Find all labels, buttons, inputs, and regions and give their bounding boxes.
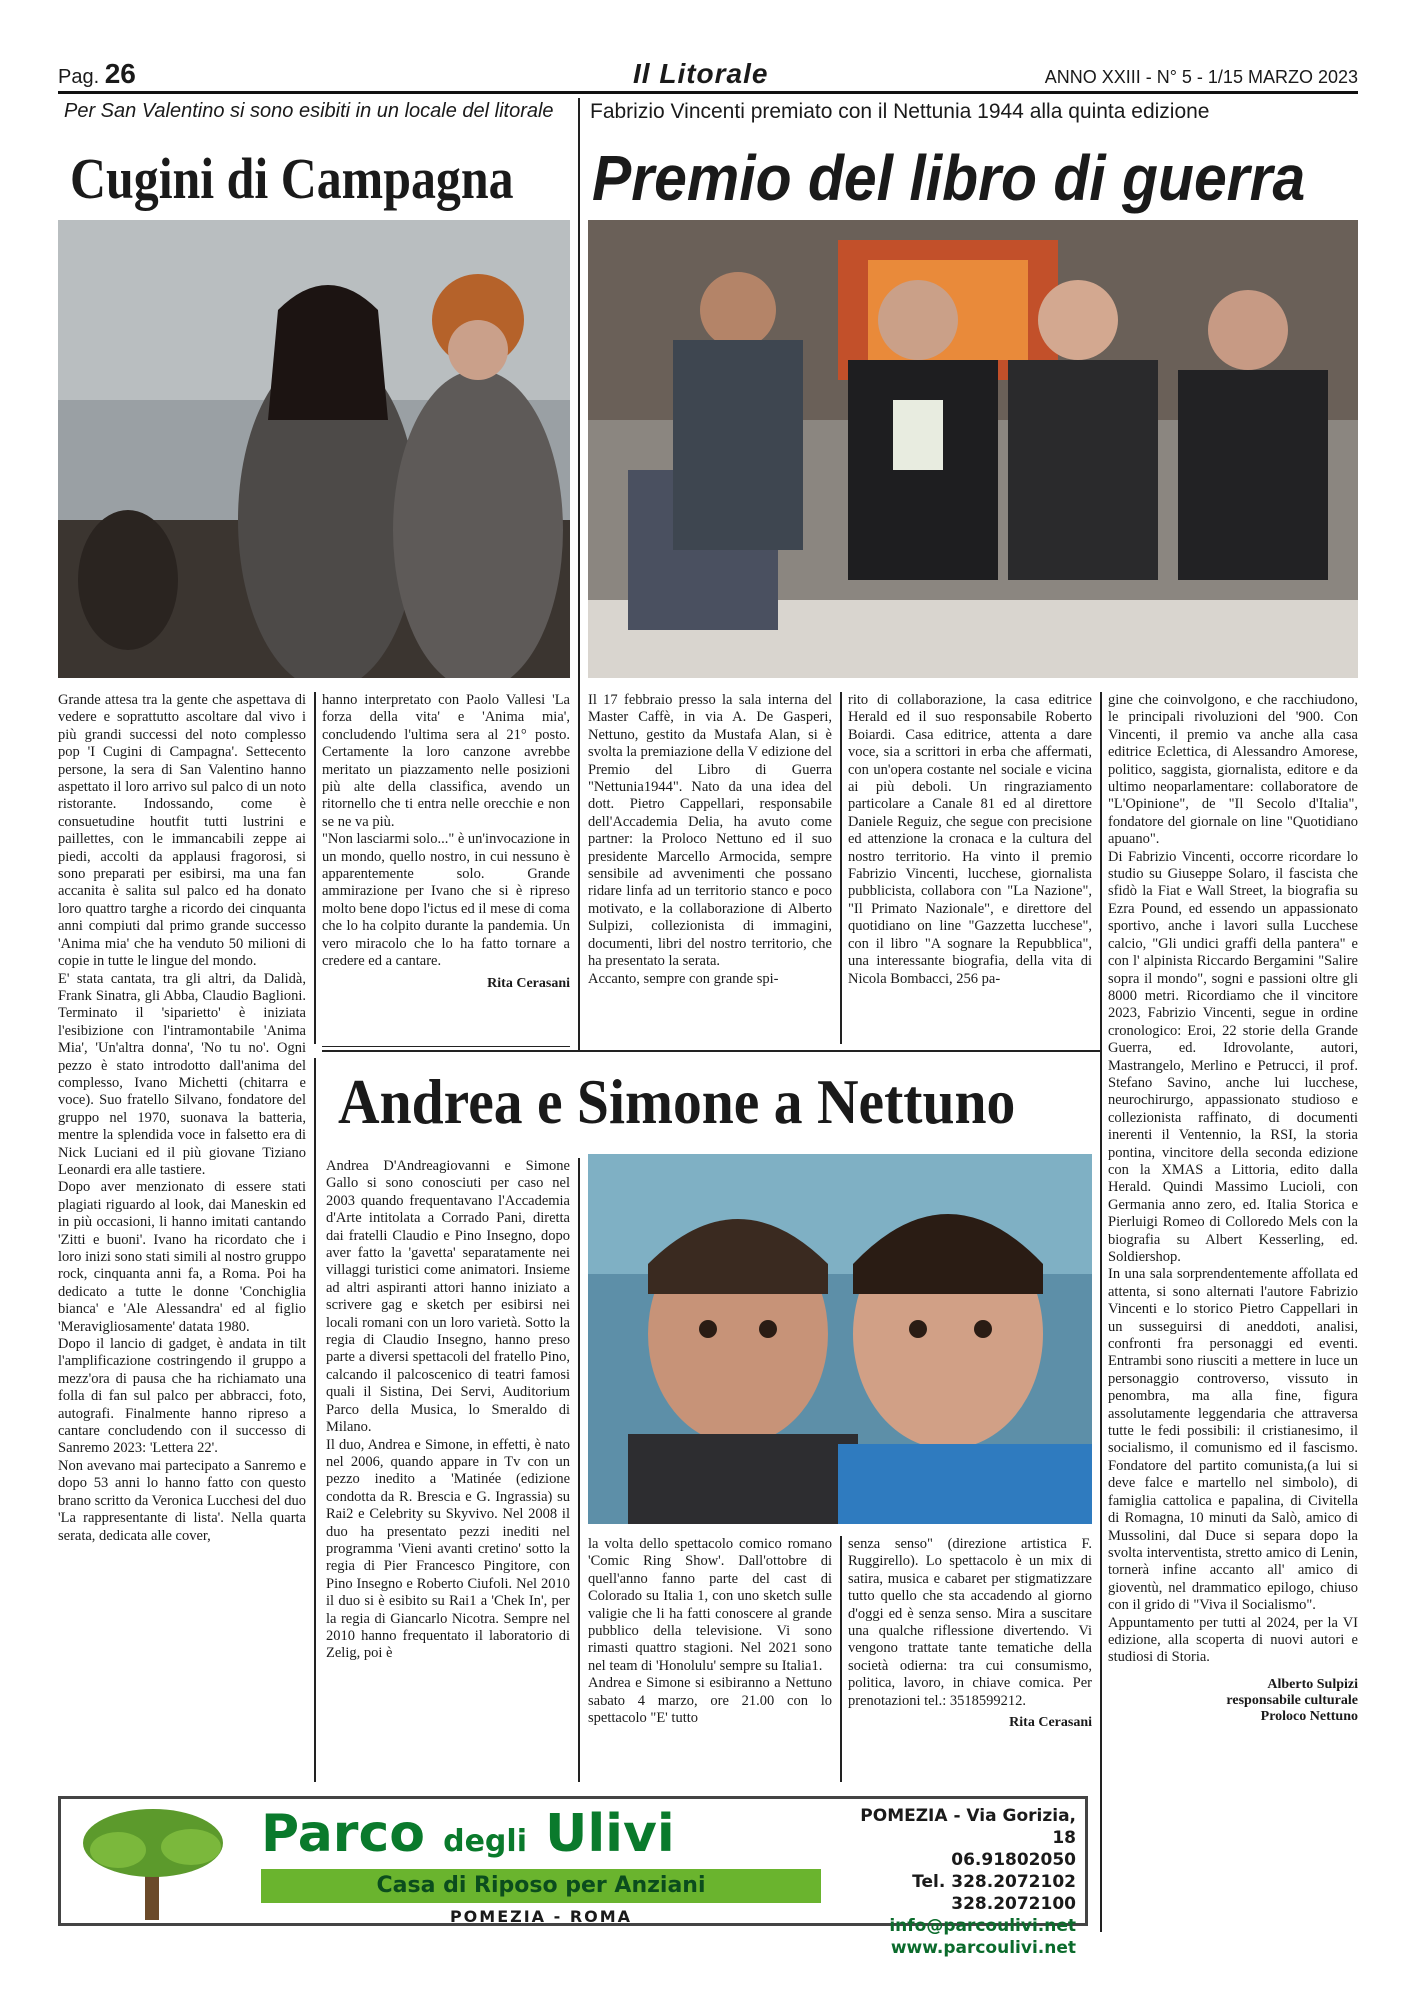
andrea-signature: Rita Cerasani xyxy=(1009,1715,1092,1731)
cugini-column-1 xyxy=(58,692,306,1545)
ad-phone[interactable]: 328.2072100 xyxy=(951,1894,1076,1914)
signature-role: Proloco Nettuno xyxy=(1260,1708,1358,1724)
paragraph: Non avevano mai partecipato a Sanremo e dopo 53 anni lo hanno fatto con questo brano scritto da Veronica Lucchesi del duo 'La rappresentante di lista'. Nella quarta serata, dedicata alle cover, xyxy=(58,1457,306,1544)
paragraph: la volta dello spettacolo comico romano 'Comic Ring Show'. Dall'ottobre di quell'anno fanno parte del cast di Colorado su Italia 1, con uno sketch sulle valigie che li ha fatti conoscere al grande pubblico della televisione. Vi sono rimasti quattro stagioni. Nel 2021 sono nel team di 'Honolulu' sempre su Italia1. xyxy=(588,1536,832,1674)
column-divider xyxy=(840,1536,842,1782)
paragraph: Andrea D'Andreagiovanni e Simone Gallo si sono conosciuti per caso nel 2003 quando frequentavano l'Accademia d'Arte intitolata a Corrado Pani, diretta dai fratelli Claudio e Pino Insegno, dopo aver fatto la 'gavetta' separatamente nei villaggi turistici come animatori. Insieme ad altri aspiranti attori hanno iniziato a scrivere gag e sketch per esibirsi nei locali romani con un loro varietà. Sotto la regia di Claudio Insegno, hanno preso parte a diversi spettacoli del fratello Pino, calcando il palcoscenico di teatri famosi quali il Sistina, Dei Servi, Auditorium Parco della Musica, lo Smeraldo di Milano. xyxy=(326,1158,570,1436)
paragraph: "Non lasciarmi solo..." è un'invocazione in un mondo, quello nostro, in cui nessuno è apparentemente solo. Grande ammirazione per Ivano che si è ripreso molto bene dopo l'ictus ed il mese di coma che lo ha colpito durante la pandemia. Un vero miracolo che lo ha fatto tornare a credere ed a cantare. xyxy=(322,831,571,970)
issue-info: ANNO XXIII - N° 5 - 1/15 MARZO 2023 xyxy=(1044,67,1358,87)
paragraph: Andrea e Simone si esibiranno a Nettuno sabato 4 marzo, ore 21.00 con lo spettacolo "E' tutto xyxy=(588,1675,832,1727)
brand-word: Ulivi xyxy=(545,1804,675,1864)
paragraph: hanno interpretato con Paolo Vallesi 'La forza della vita' e 'Anima mia', concludendo l'ultima sera al 21° posto. Certamente la loro canzone avrebbe meritato un piazzamento nelle posizioni più alte della classifica, avendo un ritornello che ti entra nelle orecchie e non se ne va più. xyxy=(322,692,570,830)
paragraph: rito di collaborazione, la casa editrice Herald ed il suo responsabile Roberto Boiardi. Casa editrice, attenta a dare voce, sia a scrittori in erba che affermati, con un'opera costante nel sociale e vicina ai più deboli. Un ringraziamento particolare a Canale 81 ed al direttore Daniele Reguiz, che segue con precisione ed attenzione la cronaca e la cultura del nostro territorio. Ha vinto il premio Fabrizio Vincenti, lucchese, giornalista pubblicista, collabora con "La Nazione", "Il Primato Nazionale", e direttore del quotidiano on line "Gazzetta lucchese", con il libro "A sognare la Repubblica", una interessante biografia, della vita di Nicola Bombacci, 256 pa- xyxy=(848,692,1092,987)
ad-subtitle: Casa di Riposo per Anziani xyxy=(261,1869,821,1903)
premio-signature xyxy=(1108,1677,1358,1725)
ad-website-link[interactable]: www.parcoulivi.net xyxy=(890,1938,1076,1958)
ad-phone[interactable]: 06.91802050 xyxy=(951,1850,1076,1870)
brand-word: Parco xyxy=(261,1804,425,1864)
andrea-column-3 xyxy=(848,1536,1092,1731)
ad-brand xyxy=(261,1805,675,1871)
premio-column-2 xyxy=(848,692,1092,988)
paragraph: Appuntamento per tutti al 2024, per la VI edizione, alla scoperta di nuovi autori e studiosi di Storia. xyxy=(1108,1614,1358,1666)
brand-word: degli xyxy=(443,1824,527,1859)
column-divider xyxy=(314,692,316,1044)
cugini-signature: Rita Cerasani xyxy=(487,975,570,991)
cugini-column-2 xyxy=(322,692,570,992)
ad-contact xyxy=(851,1805,1076,1959)
premio-kicker: Fabrizio Vincenti premiato con il Nettunia 1944 alla quinta edizione xyxy=(590,100,1210,123)
olive-tree-icon xyxy=(73,1805,233,1923)
column-divider xyxy=(578,98,580,1050)
ad-address: POMEZIA - Via Gorizia, 18 xyxy=(860,1806,1076,1848)
cugini-title: Cugini di Campagna xyxy=(70,146,514,211)
paragraph: Grande attesa tra la gente che aspettava di vedere e soprattutto ascoltare dal vivo i più grandi successi del noto complesso pop 'I Cugini di Campagna'. Settecento persone, la sera di San Valentino hanno aspettato il loro arrivo sul palco di un noto ristorante. Indossando, come è consuetudine houtfit tutti lustrini e paillettes, con le immancabili zeppe ai piedi, accolti da applausi fragorosi, si sono preparati per esibirsi, ma una fan accanita è salita sul palco ed ha donato loro quattro targhe a ricordo dei cinquanta anni compiuti dal primo grande successo 'Anima mia' che ha venduto 50 milioni di copie in tutte le lingue del mondo. xyxy=(58,692,306,970)
signature-role: responsabile culturale xyxy=(1226,1692,1358,1708)
header-rule xyxy=(58,91,1358,94)
andrea-column-1 xyxy=(326,1158,570,1663)
parco-ulivi-ad[interactable] xyxy=(58,1796,1088,1958)
page-header xyxy=(58,60,1358,94)
ad-email-link[interactable]: info@parcoulivi.net xyxy=(889,1916,1076,1936)
signature-name: Alberto Sulpizi xyxy=(1267,1676,1358,1692)
paragraph: Il 17 febbraio presso la sala interna del Master Caffè, in via A. De Gasperi, Nettuno, gestito da Mustafa Alan, si è svolta la premiazione della V edizione del Premio del Libro di Guerra "Nettunia1944". Nato da una idea del dott. Pietro Cappellari, responsabile dell'Accademia Delia, ha avuto come partner: la Proloco Nettuno ed il suo presidente Marcello Armocida, sempre sensibile ad avvenimenti che possano ridare linfa ad un territorio stanco e poco motivato, e la collaborazione di Alberto Sulpizi, collezionista di immagini, documenti, libri del nostro territorio, che ha presentato la serata. xyxy=(588,692,832,970)
column-divider xyxy=(314,1058,316,1782)
paragraph: Di Fabrizio Vincenti, occorre ricordare lo studio su Giuseppe Solaro, il fascista che sfidò la Fiat e Wall Street, la biografia su Ezra Pound, ed essendo un appassionato sportivo, anche i lavori sulla Lucchese calcio, "Gli undici graffi della pantera" e con l' alpinista Riccardo Bergamini "Salire sopra il mondo", sogni e passioni oltre gli 8000 metri. Ricordiamo che il vincitore 2023, Fabrizio Vincenti, segue in ordine cronologico: Eroi, 22 storie della Grande Guerra, ed. Idrovolante, autori, Mastrangelo, Merlino e Petrucci, il prof. Stefano Savino, anche lui lucchese, neurochirurgo, appassionato studioso e collezionista raffinato, di documenti inerenti il Ventennio, la RSI, la storia pontina, vincitore della seconda edizione con la XMAS a Littoria, edito dalla Herald. Quindi Massimo Lucioli, con Germania anno zero, ed. Italia Storica e Pierluigi Romeo di Colloredo Mels con la biografia su Albert Kesserling, ed. Soldiershop. xyxy=(1108,848,1358,1265)
paragraph: Il duo, Andrea e Simone, in effetti, è nato nel 2006, quando appare in Tv con un pezzo inedito a 'Matinée (edizione condotta da R. Brescia e G. Ingrassia) su Rai2 e Celebrity su Skyvivo. Nel 2008 il duo ha presentato pezzi inediti nel programma 'Vieni avanti cretino' sotto la regia di Pier Francesco Pingitore, con Pino Insegno e Roberto Ciufoli. Nel 2010 il duo si è esibito su Rai1 a 'Chek In', per la regia di Giancarlo Nicotra. Sempre nel 2010 hanno frequentato il laboratorio di Zelig, poi è xyxy=(326,1436,570,1662)
section-divider xyxy=(322,1050,1100,1052)
masthead: Il Litorale xyxy=(633,58,769,89)
andrea-photo xyxy=(588,1154,1092,1524)
premio-title: Premio del libro di guerra xyxy=(592,142,1306,214)
column-divider xyxy=(840,692,842,1044)
cugini-photo xyxy=(58,220,570,678)
column-divider xyxy=(578,1158,580,1782)
tel-label: Tel. xyxy=(912,1872,946,1892)
paragraph: In una sala sorprendentemente affollata ed attenta, si sono alternati l'autore Fabrizio Vincenti e lo storico Pietro Cappellari in un susseguirsi di aneddoti, analisi, confronti fra personaggi ed eventi. Entrambi sono riusciti a mettere in luce un personaggio controverso, vissuto in penombra, ma alla fine, figura assolutamente leggendaria che attraversa tutte le fedi possibili: il cristianesimo, il socialismo, il comunismo ed il fascismo. Fondatore del partito comunista,(a lui si deve falce e martello nel simbolo), di famiglia cattolica e papalina, di Civitella di Romagna, 10 minuti da Salò, amico di Mussolini, dal Duce si separa dopo la svolta interventista, stretto amico di Lenin, tornerà infine accanto all' amico di gioventù, nel drammatico epilogo, chiuso con il grido di "Viva il Socialismo". xyxy=(1108,1266,1358,1614)
premio-column-3 xyxy=(1108,692,1358,1725)
ad-cities: POMEZIA - ROMA xyxy=(449,1907,633,1926)
paragraph: senza senso" (direzione artistica F. Ruggirello). Lo spettacolo è un mix di satira, musica e cabaret per stigmatizzare tutto quello che sta accadendo al giorno d'oggi ed è senza senso. Mira a suscitare una qualche riflessione divertendo. Vi vengono trattate tante tematiche della società odierna: tra cui consumismo, politica, lavoro, in chiave comica. Per prenotazioni tel.: 3518599212. xyxy=(848,1536,1092,1709)
cugini-kicker: Per San Valentino si sono esibiti in un locale del litorale xyxy=(64,100,554,122)
paragraph: Accanto, sempre con grande spi- xyxy=(588,970,779,987)
andrea-column-2 xyxy=(588,1536,832,1727)
page-number-value: 26 xyxy=(104,58,136,89)
premio-column-1 xyxy=(588,692,832,988)
column-divider xyxy=(1100,692,1102,1932)
paragraph: Dopo il lancio di gadget, è andata in tilt l'amplificazione costringendo il gruppo a mezz'ora di pausa che ha richiamato una folla di fan sul palco per abbracci, foto, autografi. Finalmente hanno ripreso a cantare concludendo con il successo di Sanremo 2023: 'Lettera 22'. xyxy=(58,1336,306,1457)
paragraph: gine che coinvolgono, e che racchiudono, le principali rivoluzioni del '900. Con Vincenti, il premio va anche alla casa editrice Eclettica, di Alessandro Amorese, politico, saggista, giornalista, editore e da ultimo neoparlamentare: collaboratore de "L'Opinione", de "Il Secolo d'Italia", fondatore del giornale on line "Quotidiano apuano". xyxy=(1108,692,1358,848)
paragraph: Dopo aver menzionato di essere stati plagiati riguardo al look, dai Maneskin ed in più occasioni, li hanno imitati cantando 'Zitti e buoni'. Ivano ha ricordato che i loro inizi sono stati simili al nostro gruppo rock, cinquanta anni fa, a Roma. Poi ha dedicato a tutte le donne 'Conchiglia bianca' e 'Ale Alessandra' ed al figlio 'Meravigliosamente' datata 1980. xyxy=(58,1179,306,1335)
andrea-title: Andrea e Simone a Nettuno xyxy=(338,1066,1016,1137)
pag-label: Pag. xyxy=(58,66,100,88)
premio-photo xyxy=(588,220,1358,678)
ad-phone[interactable]: 328.2072102 xyxy=(951,1872,1076,1892)
paragraph: E' stata cantata, tra gli altri, da Dalidà, Frank Sinatra, gli Abba, Claudio Baglioni. Terminato il 'siparietto' è iniziata l'esibizione con l'intramontabile 'Anima Mia', 'Un'altra donna', 'No tu no'. Ogni pezzo è stato introdotto dall'anima del complesso, Ivano Michetti (chitarra e voce). Suo fratello Silvano, fondatore del gruppo nel 1970, suonava la batteria, mentre la splendida voce in falsetto era di Nick Luciani ed il più giovane Tiziano Leonardi era alle tastiere. xyxy=(58,970,306,1178)
column-divider xyxy=(322,1046,570,1047)
page-number xyxy=(58,58,136,90)
